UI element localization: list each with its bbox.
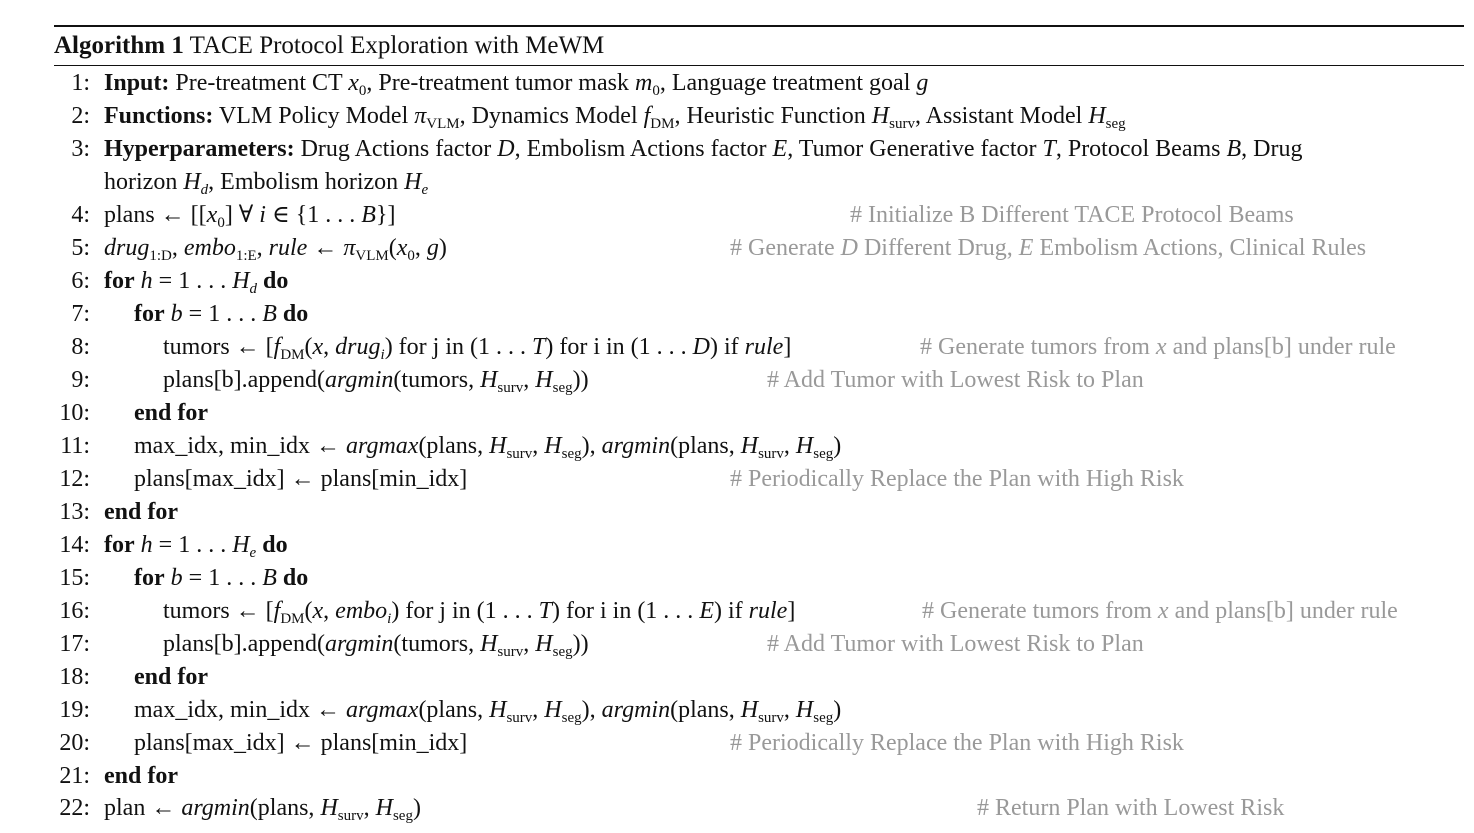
- math-H: H: [489, 433, 507, 459]
- text: tumors ← [: [163, 334, 274, 360]
- math-sub: seg: [813, 710, 834, 726]
- line-number: 15:: [59, 565, 90, 591]
- text: ]: [787, 598, 796, 624]
- text: VLM Policy Model: [213, 103, 415, 129]
- text: ),: [581, 433, 602, 459]
- keyword-for: for: [104, 532, 135, 558]
- line-12: [0, 463, 1474, 496]
- line-body: plans[max_idx] ← plans[min_idx]: [134, 466, 468, 492]
- math-B: B: [262, 301, 277, 327]
- comment-text: Embolism Actions, Clinical Rules: [1033, 235, 1367, 261]
- math-b: b: [170, 301, 183, 327]
- text: , Assistant Model: [914, 103, 1089, 129]
- math-H: H: [480, 367, 498, 393]
- text: ) if: [710, 334, 745, 360]
- math-g: g: [916, 70, 929, 96]
- math-E: E: [772, 136, 788, 162]
- math-f: f: [273, 334, 281, 360]
- text: ) for i in (1 . . .: [552, 598, 700, 624]
- line-11: [0, 430, 1474, 463]
- math-H: H: [795, 433, 814, 459]
- text: plans ← [[: [104, 202, 207, 228]
- line-10: [0, 397, 1474, 430]
- math-embo: embo: [183, 235, 236, 261]
- math-sub: 1:E: [235, 248, 257, 264]
- line-number: 22:: [59, 795, 90, 821]
- math-H: H: [232, 268, 250, 294]
- text: Drug Actions factor: [294, 136, 498, 162]
- math-sub: i: [380, 347, 385, 363]
- math-sub: seg: [561, 710, 582, 726]
- math-argmin: argmin: [601, 433, 671, 459]
- math-rule: rule: [748, 598, 788, 624]
- math-sub: DM: [650, 116, 675, 132]
- math-sub: VLM: [355, 248, 389, 264]
- line-number: 11:: [60, 433, 90, 459]
- math-sub: surv: [889, 116, 915, 132]
- keyword-end-for: end for: [104, 763, 178, 789]
- math-sub: seg: [813, 446, 834, 462]
- math-T: T: [538, 598, 552, 624]
- text: ) for j in (1 . . .: [384, 334, 532, 360]
- line-8: [0, 331, 1474, 364]
- math-x: x: [396, 235, 408, 261]
- text: plan ←: [104, 795, 182, 821]
- comment: [730, 232, 1366, 265]
- text: , Pre-treatment tumor mask: [366, 70, 635, 96]
- text: , Dynamics Model: [459, 103, 644, 129]
- line-9: [0, 364, 1474, 397]
- text: ←: [307, 235, 344, 261]
- text: Pre-treatment CT: [169, 70, 349, 96]
- line-number: 17:: [59, 631, 90, 657]
- line-number: 7:: [71, 301, 90, 327]
- line-13: [0, 496, 1474, 529]
- keyword-for: for: [134, 565, 165, 591]
- math-b: b: [170, 565, 183, 591]
- comment-text: # Generate tumors from: [922, 598, 1158, 624]
- math-T: T: [532, 334, 546, 360]
- keyword-for: for: [134, 301, 165, 327]
- math-sub: seg: [561, 446, 582, 462]
- algorithm-caption-rule: [54, 65, 1464, 66]
- math-sub: i: [387, 611, 392, 627]
- text: }]: [375, 202, 396, 228]
- text: ) if: [713, 598, 749, 624]
- line-number: 20:: [59, 730, 90, 756]
- math-x: x: [1157, 598, 1169, 624]
- line-body: tumors ← [$f_{DM}(x$, drug$_i$) for j in (1 . . . T) for i in (1 . . . D) if rule]: [163, 334, 792, 363]
- math-i: i: [259, 202, 266, 228]
- text: (tumors,: [393, 631, 481, 657]
- math-sub: surv: [758, 446, 784, 462]
- text: ]: [783, 334, 792, 360]
- line-number: 3:: [71, 136, 90, 162]
- keyword-for: for: [104, 268, 135, 294]
- comment-text: and plans[b] under rule: [1168, 598, 1398, 624]
- text: max_idx, min_idx ←: [134, 697, 346, 723]
- line-20: [0, 727, 1474, 760]
- text: , Embolism horizon: [208, 169, 405, 195]
- line-body: plans[b].append(argmin(tumors, $H_{surv}$, $H_{seg}$)): [163, 631, 589, 660]
- line-3: [0, 133, 1474, 166]
- math-sub: surv: [497, 644, 524, 660]
- math-m: m: [634, 70, 653, 96]
- math-pi: π: [414, 103, 427, 129]
- line-18: [0, 661, 1474, 694]
- line-body: [134, 397, 208, 430]
- math-x: x: [312, 598, 324, 624]
- line-21: [0, 760, 1474, 793]
- comment: # Periodically Replace the Plan with High Risk: [730, 730, 1184, 756]
- line-number: 19:: [59, 697, 90, 723]
- math-embo: embo: [335, 598, 388, 624]
- line-1: [0, 67, 1474, 100]
- math-sub: seg: [552, 380, 573, 396]
- text: = 1 . . .: [152, 532, 233, 558]
- line-3-continued: [0, 166, 1474, 199]
- comment: # Add Tumor with Lowest Risk to Plan: [767, 367, 1144, 393]
- math-H: H: [489, 697, 507, 723]
- text: tumors ← [: [163, 598, 274, 624]
- math-H: H: [740, 433, 759, 459]
- line-19: [0, 694, 1474, 727]
- text: , Heuristic Function: [674, 103, 872, 129]
- line-number: 13:: [59, 499, 90, 525]
- text: (plans,: [418, 433, 490, 459]
- text: = 1 . . .: [182, 565, 263, 591]
- line-number: 5:: [71, 235, 90, 261]
- comment-text: and plans[b] under rule: [1166, 334, 1396, 360]
- math-B: B: [361, 202, 376, 228]
- text: (plans,: [670, 697, 741, 723]
- text: , Protocol Beams: [1055, 136, 1227, 162]
- math-g: g: [426, 235, 439, 261]
- keyword-do: do: [282, 565, 309, 591]
- math-E: E: [1018, 235, 1034, 261]
- comment-text: # Generate: [730, 235, 841, 261]
- math-sub: 0: [358, 83, 367, 99]
- line-body: drug$_{1:D}$, embo$_{1:E}$, rule ← $\pi_{VLM}(x_0$, g): [104, 235, 447, 264]
- comment: # Add Tumor with Lowest Risk to Plan: [767, 631, 1144, 657]
- text: (plans,: [249, 795, 321, 821]
- math-T: T: [1042, 136, 1056, 162]
- text: ∈ {1 . . .: [265, 202, 362, 228]
- math-rule: rule: [744, 334, 784, 360]
- math-H: H: [1088, 103, 1106, 129]
- math-sub: VLM: [426, 116, 460, 132]
- math-sub: 0: [652, 83, 660, 99]
- line-number: 8:: [71, 334, 90, 360]
- math-H: H: [740, 697, 759, 723]
- line-17: [0, 628, 1474, 661]
- line-4: [0, 199, 1474, 232]
- math-sub: 1:D: [149, 248, 172, 264]
- line-14: [0, 529, 1474, 562]
- line-number: 16:: [59, 598, 90, 624]
- comment-text: Different Drug,: [857, 235, 1019, 261]
- keyword-input: Input:: [104, 70, 170, 96]
- math-sub: seg: [392, 808, 413, 824]
- comment-text: # Generate tumors from: [920, 334, 1156, 360]
- math-x: x: [348, 70, 359, 96]
- math-rule: rule: [268, 235, 308, 261]
- math-H: H: [375, 795, 393, 821]
- comment: # Initialize B Different TACE Protocol Beams: [850, 202, 1294, 228]
- math-sub: d: [200, 182, 209, 198]
- keyword-do: do: [262, 532, 288, 558]
- math-f: f: [273, 598, 281, 624]
- text: , Tumor Generative factor: [787, 136, 1043, 162]
- text: horizon: [104, 169, 184, 195]
- math-H: H: [183, 169, 201, 195]
- keyword-hyperparameters: Hyperparameters:: [104, 136, 295, 162]
- line-5: [0, 232, 1474, 265]
- line-15: [0, 562, 1474, 595]
- math-sub: seg: [1105, 116, 1126, 132]
- math-sub: surv: [337, 808, 364, 824]
- text: ): [412, 795, 421, 821]
- algorithm-top-rule: [54, 25, 1464, 27]
- math-H: H: [544, 433, 562, 459]
- math-H: H: [404, 169, 422, 195]
- text: , Drug: [1241, 136, 1303, 162]
- text: , Embolism Actions factor: [514, 136, 773, 162]
- comment: [922, 595, 1398, 628]
- math-H: H: [535, 367, 553, 393]
- line-number: 21:: [59, 763, 90, 789]
- line-number: 4:: [71, 202, 90, 228]
- text: ) for j in (1 . . .: [391, 598, 539, 624]
- math-x: x: [1155, 334, 1167, 360]
- keyword-end-for: end for: [104, 499, 178, 525]
- math-sub: DM: [280, 611, 305, 627]
- line-number: 10:: [59, 400, 90, 426]
- line-body: [134, 298, 308, 331]
- math-h: h: [140, 532, 153, 558]
- math-sub: seg: [552, 644, 573, 660]
- text: plans[b].append(: [163, 631, 325, 657]
- math-argmin: argmin: [324, 631, 394, 657]
- line-body: [104, 496, 178, 529]
- line-number: 2:: [71, 103, 90, 129]
- line-body: plans[b].append(argmin(tumors, $H_{surv}$, $H_{seg}$)): [163, 367, 589, 396]
- text: )): [572, 631, 589, 657]
- math-argmax: argmax: [346, 433, 419, 459]
- math-sub: surv: [758, 710, 784, 726]
- line-number: 18:: [59, 664, 90, 690]
- math-argmax: argmax: [346, 697, 419, 723]
- line-body: [134, 562, 308, 595]
- math-sub: e: [249, 545, 257, 561]
- line-body: [104, 133, 1303, 166]
- text: ): [833, 433, 842, 459]
- text: = 1 . . .: [182, 301, 263, 327]
- line-16: [0, 595, 1474, 628]
- line-body: plans[max_idx] ← plans[min_idx]: [134, 730, 468, 756]
- math-f: f: [643, 103, 651, 129]
- math-H: H: [320, 795, 338, 821]
- math-H: H: [535, 631, 553, 657]
- math-x: x: [206, 202, 218, 228]
- algorithm-title: TACE Protocol Exploration with MeWM: [189, 32, 605, 59]
- line-number: 9:: [71, 367, 90, 393]
- line-body: [134, 661, 208, 694]
- line-number: 12:: [59, 466, 90, 492]
- math-D: D: [497, 136, 515, 162]
- math-H: H: [795, 697, 814, 723]
- math-sub: e: [421, 182, 429, 198]
- math-argmin: argmin: [601, 697, 671, 723]
- keyword-functions: Functions:: [104, 103, 214, 129]
- line-number: 1:: [71, 70, 90, 96]
- math-sub: 0: [407, 248, 415, 264]
- text: plans[b].append(: [163, 367, 325, 393]
- line-body: plan ← argmin(plans, $H_{surv}$, $H_{seg}$): [104, 795, 421, 824]
- keyword-end-for: end for: [134, 400, 208, 426]
- text: , Language treatment goal: [659, 70, 917, 96]
- math-sub: d: [249, 281, 258, 297]
- line-body: [104, 760, 178, 793]
- text: max_idx, min_idx ←: [134, 433, 346, 459]
- text: ) for i in (1 . . .: [545, 334, 693, 360]
- line-7: [0, 298, 1474, 331]
- text: )): [572, 367, 589, 393]
- line-number: 14:: [59, 532, 90, 558]
- math-sub: surv: [497, 380, 524, 396]
- algorithm-caption: [54, 30, 604, 62]
- math-sub: DM: [280, 347, 305, 363]
- keyword-do: do: [282, 301, 309, 327]
- math-drug: drug: [104, 235, 150, 261]
- line-body: max_idx, min_idx ← argmax(plans, $H_{surv}$, $H_{seg}$), argmin(plans, $H_{surv}$, $H_{seg}$): [134, 697, 842, 726]
- comment: # Periodically Replace the Plan with High Risk: [730, 466, 1184, 492]
- math-sub: surv: [506, 446, 533, 462]
- line-22: [0, 792, 1474, 825]
- math-sub: surv: [506, 710, 533, 726]
- math-x: x: [312, 334, 324, 360]
- math-D: D: [840, 235, 858, 261]
- line-2: [0, 100, 1474, 133]
- math-E: E: [699, 598, 714, 624]
- math-sub: 0: [217, 215, 225, 231]
- text: = 1 . . .: [152, 268, 233, 294]
- math-B: B: [262, 565, 277, 591]
- math-H: H: [232, 532, 250, 558]
- line-6: [0, 265, 1474, 298]
- text: ),: [581, 697, 602, 723]
- algorithm-label: Algorithm 1: [54, 32, 184, 59]
- line-body: tumors ← [$f_{DM}(x$, embo$_i$) for j in (1 . . . T) for i in (1 . . . E) if rule]: [163, 598, 796, 627]
- math-argmin: argmin: [181, 795, 250, 821]
- text: (plans,: [670, 433, 741, 459]
- math-B: B: [1226, 136, 1242, 162]
- line-body: max_idx, min_idx ← argmax(plans, $H_{surv}$, $H_{seg}$), argmin(plans, $H_{surv}$, $H_{seg}$): [134, 433, 842, 462]
- line-number: 6:: [71, 268, 90, 294]
- math-drug: drug: [335, 334, 381, 360]
- comment: [920, 331, 1396, 364]
- math-H: H: [480, 631, 498, 657]
- math-H: H: [544, 697, 562, 723]
- text: (tumors,: [393, 367, 481, 393]
- text: ] ∀: [224, 202, 260, 228]
- comment: # Return Plan with Lowest Risk: [977, 795, 1285, 821]
- math-argmin: argmin: [324, 367, 394, 393]
- math-D: D: [692, 334, 711, 360]
- math-h: h: [140, 268, 153, 294]
- text: (plans,: [418, 697, 490, 723]
- math-H: H: [871, 103, 890, 129]
- text: ): [833, 697, 842, 723]
- keyword-end-for: end for: [134, 664, 208, 690]
- keyword-do: do: [263, 268, 289, 294]
- math-pi: π: [343, 235, 356, 261]
